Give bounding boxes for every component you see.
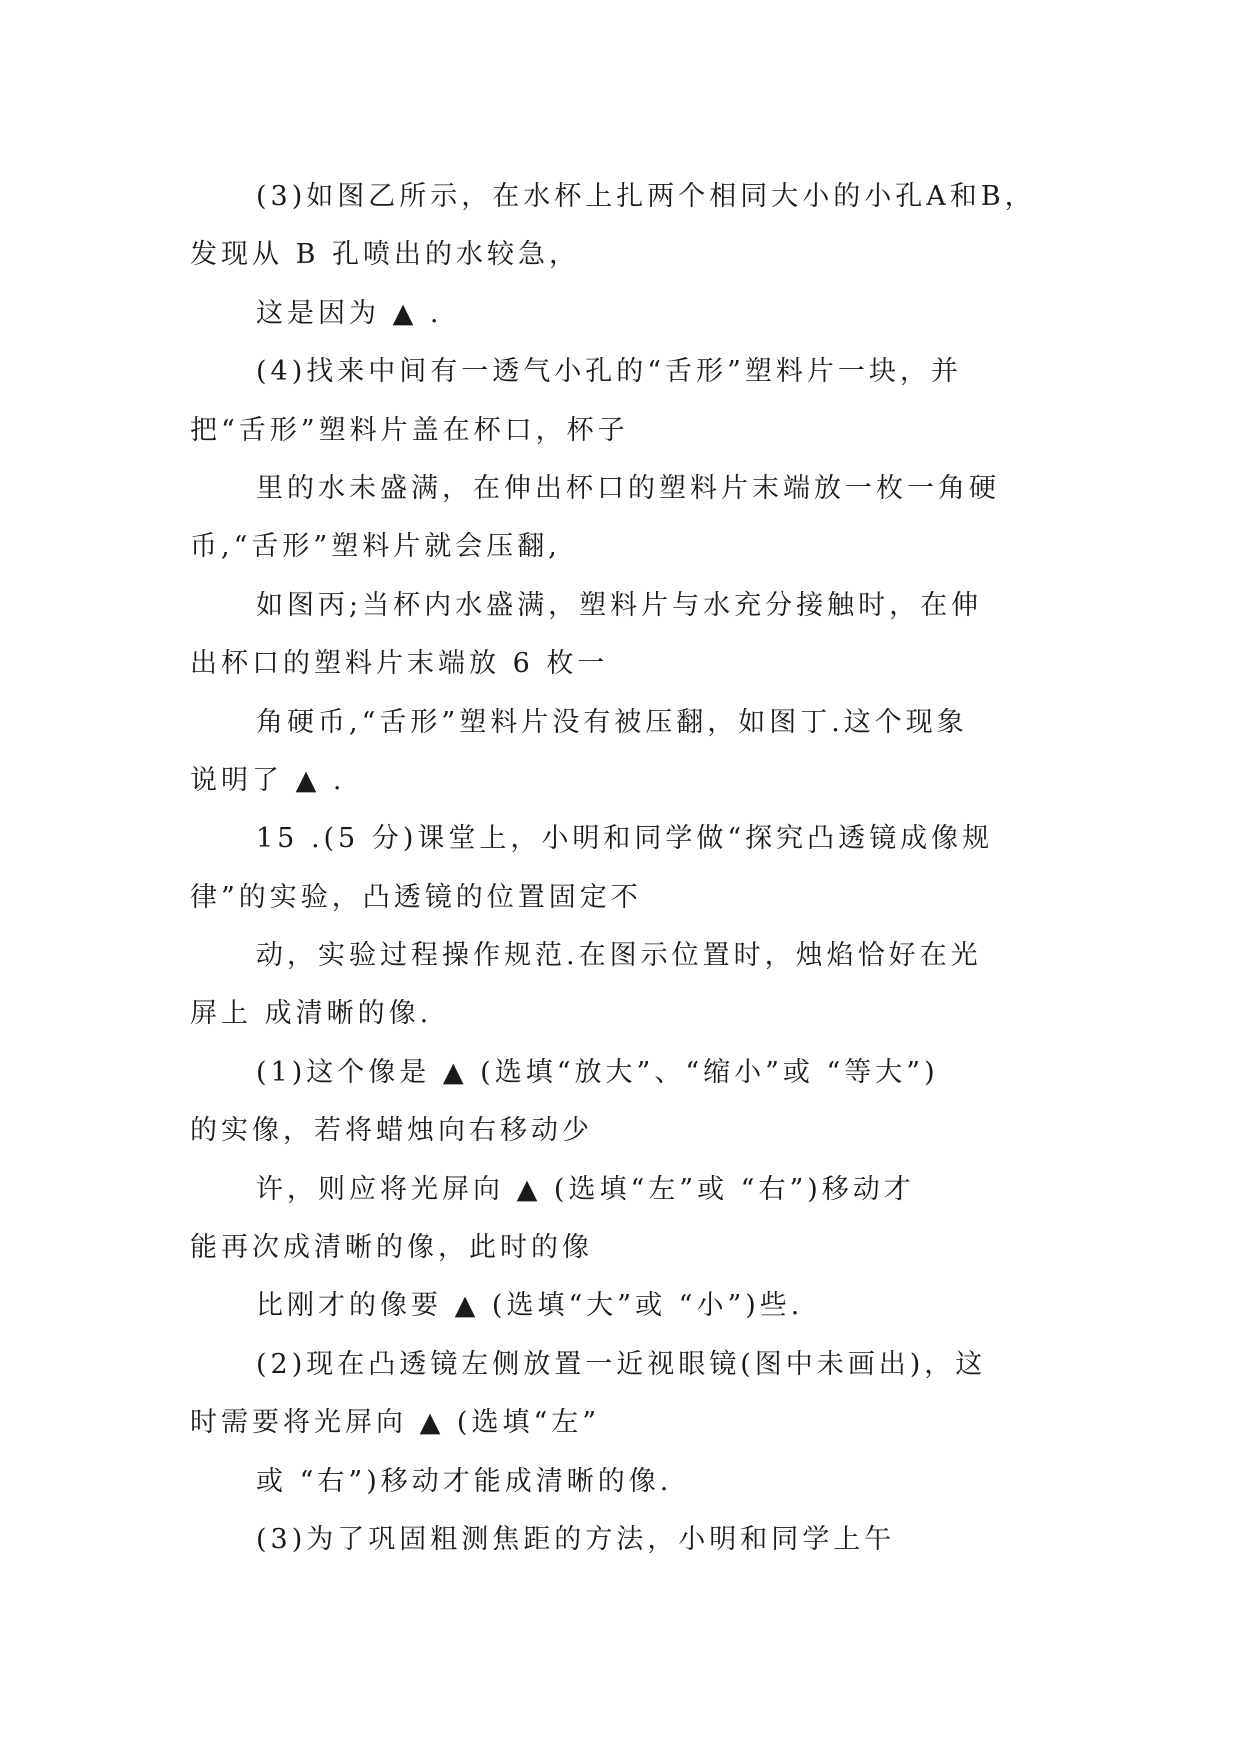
text-line: (2)现在凸透镜左侧放置一近视眼镜(图中未画出)，这 [256, 1348, 987, 1380]
text-line: 许，则应将光屏向 ▲ (选填“左”或 “右”)移动才 [256, 1173, 915, 1205]
text-line: 能再次成清晰的像，此时的像 [190, 1232, 593, 1264]
text-line: 的实像，若将蜡烛向右移动少 [190, 1115, 593, 1147]
text-line: 币,“舌形”塑料片就会压翻, [190, 531, 561, 563]
text-line: 把“舌形”塑料片盖在杯口，杯子 [190, 414, 629, 446]
text-line: 律”的实验，凸透镜的位置固定不 [190, 881, 642, 913]
text-line: (3)如图乙所示，在水杯上扎两个相同大小的小孔A和B， [256, 181, 1036, 212]
document-body [190, 168, 1070, 1569]
text-line: 比刚才的像要 ▲ (选填“大”或 “小”)些. [256, 1290, 804, 1322]
text-line: 动，实验过程操作规范.在图示位置时，烛焰恰好在光 [256, 940, 982, 972]
text-line: 如图丙;当杯内水盛满，塑料片与水充分接触时，在伸 [256, 589, 983, 621]
text-line: 出杯口的塑料片末端放 6 枚一 [190, 648, 609, 680]
text-line: 里的水未盛满，在伸出杯口的塑料片末端放一枚一角硬 [256, 472, 1000, 504]
text-line: 这是因为 ▲ . [256, 297, 443, 329]
text-line: 15 .(5 分)课堂上，小明和同学做“探究凸透镜成像规 [256, 823, 994, 855]
text-line: 屏上 成清晰的像. [190, 998, 433, 1030]
text-line: (1)这个像是 ▲ (选填“放大”、“缩小”或 “等大”) [256, 1056, 939, 1088]
text-line: 时需要将光屏向 ▲ (选填“左” [190, 1407, 601, 1439]
text-line: (3)为了巩固粗测焦距的方法，小明和同学上午 [256, 1523, 896, 1555]
text-line: 或 “右”)移动才能成清晰的像. [256, 1465, 673, 1497]
text-line: 说明了 ▲ . [190, 764, 346, 796]
text-line: 发现从 B 孔喷出的水较急， [190, 239, 581, 271]
text-line: 角硬币,“舌形”塑料片没有被压翻，如图丁.这个现象 [256, 706, 968, 738]
text-line: (4)找来中间有一透气小孔的“舌形”塑料片一块，并 [256, 356, 962, 388]
